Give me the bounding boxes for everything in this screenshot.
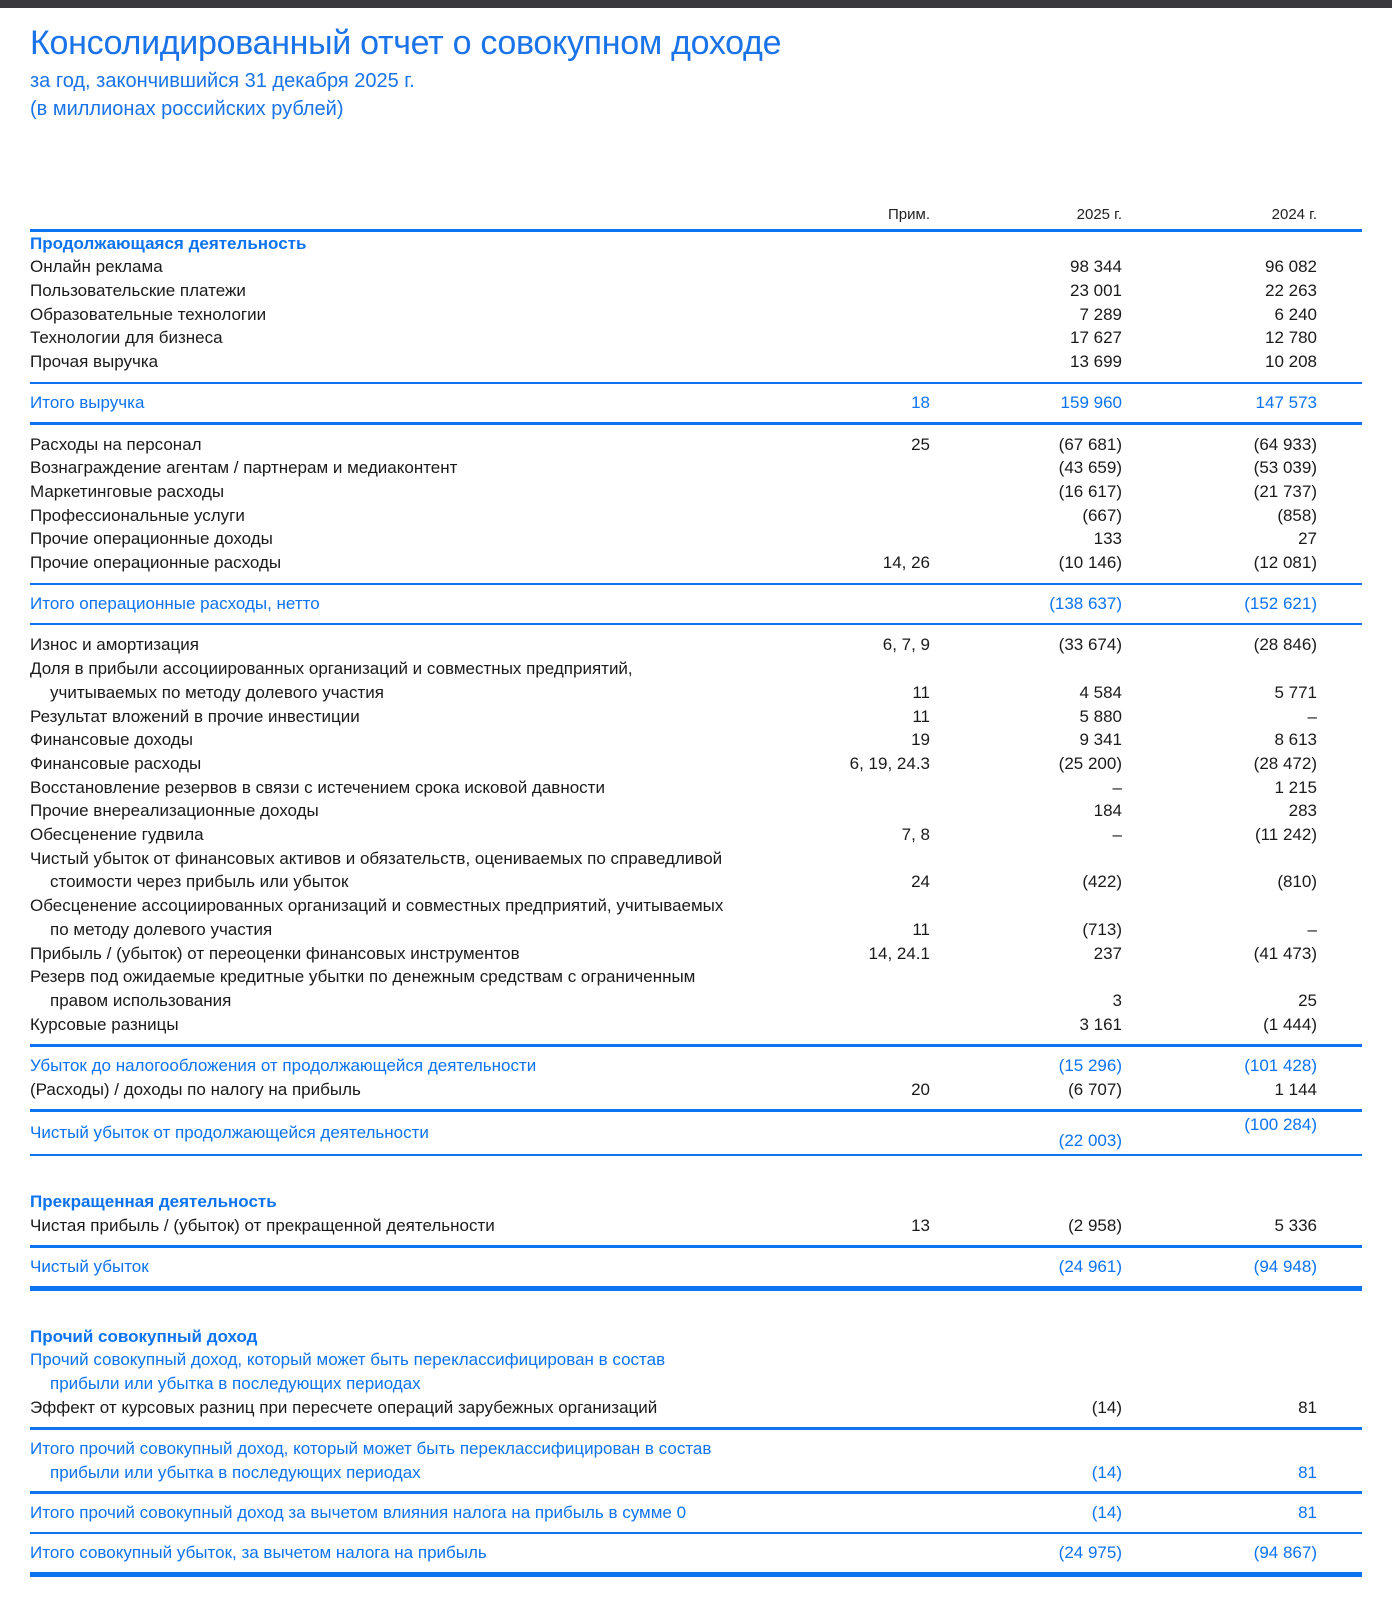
table-row (30, 633, 1362, 657)
row-label-line: Итого выручка (30, 393, 145, 413)
total-row (30, 1112, 1362, 1154)
value-2024-cell: 81 (1298, 1462, 1317, 1482)
row-label (30, 391, 810, 415)
table-row (30, 1078, 1362, 1102)
row-label-line: прибыли или убытка в последующих периодах (50, 1462, 421, 1482)
value-2025-cell: 98 344 (1070, 257, 1122, 277)
note-cell: 13 (911, 1215, 930, 1235)
divider-rule (30, 422, 1362, 425)
row-label (30, 1396, 810, 1420)
value-2024-cell: (28 472) (1253, 753, 1317, 773)
row-label-line: Профессиональные услуги (30, 505, 245, 525)
value-2024-cell: 1 215 (1274, 777, 1317, 797)
row-label (30, 527, 810, 551)
value-2025-cell: (2 958) (1068, 1215, 1122, 1235)
row-label (30, 894, 810, 941)
row-label (30, 1437, 810, 1484)
row-label (30, 657, 810, 704)
row-label-line: Прибыль / (убыток) от переоценки финансовых инструментов (30, 943, 520, 963)
row-label (30, 1541, 810, 1565)
row-label-line: Итого прочий совокупный доход за вычетом влияния налога на прибыль в сумме 0 (30, 1502, 687, 1522)
row-label-line: Прочий совокупный доход, который может быть переклассифицирован в состав (30, 1350, 666, 1370)
row-label (30, 1054, 810, 1078)
income-statement-table (30, 206, 1362, 1577)
table-row (30, 1396, 1362, 1420)
row-label-line: Эффект от курсовых разниц при пересчете операций зарубежных организаций (30, 1397, 658, 1417)
row-label (30, 799, 810, 823)
row-label (30, 433, 810, 457)
row-label-line: Чистый убыток от продолжающейся деятельности (30, 1122, 429, 1142)
row-label (30, 823, 810, 847)
row-label (30, 1078, 810, 1102)
row-label-line: Прекращенная деятельность (30, 1192, 277, 1211)
value-2025-cell: (14) (1091, 1462, 1122, 1482)
total-row (30, 384, 1362, 422)
value-2024-cell: (858) (1277, 505, 1317, 525)
value-2024-cell: (28 846) (1253, 635, 1317, 655)
row-label-line: Убыток до налогообложения от продолжающейся деятельности (30, 1055, 537, 1075)
value-2024-cell: (64 933) (1253, 434, 1317, 454)
value-2024-cell: 81 (1298, 1502, 1317, 1522)
value-2024-cell: 22 263 (1265, 281, 1317, 300)
total-row (30, 1047, 1362, 1078)
table-row (30, 894, 1362, 941)
table-row (30, 799, 1362, 823)
table-row (30, 657, 1362, 704)
row-label (30, 1013, 810, 1037)
table-row (30, 752, 1362, 776)
column-header-2024: 2024 г. (1271, 206, 1317, 224)
value-2025-cell: (25 200) (1058, 753, 1122, 773)
top-strip (0, 0, 1392, 8)
row-label (30, 752, 810, 776)
row-label-line: Резерв под ожидаемые кредитные убытки по денежным средствам с ограниченным (30, 967, 696, 987)
row-label-line: Итого совокупный убыток, за вычетом налога на прибыль (30, 1543, 487, 1563)
row-label-line: Маркетинговые расходы (30, 481, 225, 501)
value-2025-cell: 23 001 (1070, 281, 1122, 300)
table-row (30, 1214, 1362, 1238)
row-label (30, 1325, 1317, 1349)
row-label-line: стоимости через прибыль или убыток (50, 872, 349, 892)
row-label-line: Пользовательские платежи (30, 281, 246, 300)
value-2024-cell: (53 039) (1253, 458, 1317, 478)
row-label (30, 1121, 810, 1145)
row-label (30, 1214, 810, 1238)
row-label (30, 1348, 1317, 1395)
value-2024-cell: 81 (1298, 1397, 1317, 1417)
row-label-line: Износ и амортизация (30, 635, 199, 655)
value-2025-cell: (422) (1082, 872, 1122, 892)
value-2024-cell: (94 948) (1253, 1256, 1317, 1276)
value-2024-cell: (101 428) (1244, 1055, 1317, 1075)
row-label (30, 1255, 810, 1279)
value-2024-cell: (41 473) (1253, 943, 1317, 963)
value-2024-cell: – (1307, 706, 1317, 726)
note-cell: 6, 7, 9 (882, 635, 930, 655)
subtitle-period: за год, закончившийся 31 декабря 2025 г. (30, 70, 415, 93)
row-label-line: Обесценение гудвила (30, 825, 204, 845)
row-label (30, 303, 810, 327)
column-header-row (30, 206, 1362, 229)
row-label (30, 551, 810, 575)
value-2025-cell: 237 (1093, 943, 1122, 963)
table-row (30, 279, 1362, 303)
row-label-line: Прочая выручка (30, 352, 159, 372)
row-label-line: Восстановление резервов в связи с истечением срока исковой давности (30, 777, 605, 797)
table-row (30, 350, 1362, 374)
row-label (30, 776, 810, 800)
row-label-line: Результат вложений в прочие инвестиции (30, 706, 360, 726)
row-label (30, 326, 810, 350)
row-label-line: Чистый убыток от финансовых активов и обязательств, оцениваемых по справедливой (30, 848, 723, 868)
note-cell: 11 (912, 919, 930, 939)
table-row (30, 326, 1362, 350)
row-label (30, 942, 810, 966)
value-2024-cell: (1 444) (1263, 1014, 1317, 1034)
row-label-line: Чистая прибыль / (убыток) от прекращенной деятельности (30, 1215, 495, 1235)
row-label-line: прибыли или убытка в последующих периодах (50, 1374, 421, 1394)
value-2025-cell: 3 (1112, 990, 1122, 1010)
row-label (30, 279, 810, 303)
note-cell: 11 (912, 706, 930, 726)
row-label-line: учитываемых по методу долевого участия (50, 682, 384, 702)
row-label-line: Онлайн реклама (30, 257, 163, 277)
value-2024-cell: (810) (1277, 872, 1317, 892)
value-2025-cell: (67 681) (1058, 434, 1122, 454)
row-label-line: (Расходы) / доходы по налогу на прибыль (30, 1079, 361, 1099)
value-2024-cell: 27 (1298, 529, 1317, 549)
value-2025-cell: 133 (1093, 529, 1122, 549)
value-2024-cell: 5 771 (1274, 682, 1317, 702)
column-header-2025: 2025 г. (1076, 206, 1122, 224)
table-row (30, 776, 1362, 800)
value-2024-cell: 10 208 (1265, 352, 1317, 372)
row-label (30, 1501, 810, 1525)
value-2024-cell: (94 867) (1253, 1543, 1317, 1563)
row-label (30, 504, 810, 528)
value-2024-cell: (100 284) (1244, 1114, 1317, 1134)
value-2025-cell: (14) (1091, 1502, 1122, 1522)
table-row (30, 942, 1362, 966)
row-label (30, 728, 810, 752)
value-2024-cell: 12 780 (1265, 328, 1317, 348)
value-2024-cell: 8 613 (1274, 730, 1317, 750)
row-label (30, 592, 810, 616)
value-2025-cell: 159 960 (1060, 393, 1122, 413)
row-label-line: Вознаграждение агентам / партнерам и медиаконтент (30, 458, 458, 478)
value-2025-cell: 7 289 (1079, 304, 1122, 324)
row-label-line: по методу долевого участия (50, 919, 273, 939)
table-row (30, 847, 1362, 894)
row-label (30, 456, 810, 480)
total-row (30, 585, 1362, 623)
row-label-line: правом использования (50, 990, 232, 1010)
table-row (30, 303, 1362, 327)
divider-rule (30, 623, 1362, 626)
total-row (30, 1534, 1362, 1572)
value-2025-cell: (15 296) (1058, 1055, 1122, 1075)
row-label-line: Доля в прибыли ассоциированных организаций и совместных предприятий, (30, 659, 633, 679)
value-2025-cell: (22 003) (1058, 1130, 1122, 1150)
note-cell: 14, 24.1 (868, 943, 930, 963)
note-cell: 14, 26 (882, 553, 930, 573)
table-row (30, 823, 1362, 847)
value-2025-cell: 4 584 (1079, 682, 1122, 702)
row-label-line: Технологии для бизнеса (30, 328, 223, 348)
page-title: Консолидированный отчет о совокупном доходе (30, 24, 782, 62)
note-cell: 6, 19, 24.3 (849, 753, 930, 773)
row-label-line: Обесценение ассоциированных организаций и совместных предприятий, учитываемых (30, 896, 724, 916)
row-label-line: Продолжающаяся деятельность (30, 233, 307, 253)
value-2024-cell: 6 240 (1274, 304, 1317, 324)
note-cell: 11 (912, 682, 930, 702)
note-cell: 20 (911, 1079, 930, 1099)
row-label-line: Расходы на персонал (30, 434, 202, 454)
total-row (30, 1494, 1362, 1532)
value-2024-cell: 147 573 (1255, 393, 1317, 413)
total-row (30, 1248, 1362, 1286)
value-2024-cell: – (1307, 919, 1317, 939)
value-2025-cell: (24 975) (1058, 1543, 1122, 1563)
value-2024-cell: 5 336 (1274, 1215, 1317, 1235)
value-2025-cell: (14) (1091, 1397, 1122, 1417)
value-2025-cell: (16 617) (1058, 481, 1122, 501)
value-2024-cell: (152 621) (1244, 594, 1317, 614)
row-label-line: Образовательные технологии (30, 304, 267, 324)
value-2024-cell: (12 081) (1253, 553, 1317, 573)
table-row (30, 255, 1362, 279)
value-2025-cell: 9 341 (1079, 730, 1122, 750)
row-label-line: Курсовые разницы (30, 1014, 179, 1034)
subheader-row (30, 1348, 1362, 1395)
table-row (30, 551, 1362, 575)
section-header-row (30, 232, 1362, 256)
table-row (30, 965, 1362, 1012)
value-2025-cell: – (1112, 777, 1122, 797)
row-label-line: Итого прочий совокупный доход, который может быть переклассифицирован в состав (30, 1438, 712, 1458)
column-header-note: Прим. (888, 206, 930, 224)
row-label (30, 255, 810, 279)
value-2025-cell: 3 161 (1079, 1014, 1122, 1034)
row-label (30, 1190, 1317, 1214)
table-row (30, 480, 1362, 504)
section-gap (30, 1291, 1362, 1325)
row-label-line: Прочий совокупный доход (30, 1326, 258, 1346)
value-2024-cell: 96 082 (1265, 257, 1317, 277)
row-label-line: Финансовые расходы (30, 753, 202, 773)
note-cell: 19 (911, 730, 930, 750)
value-2024-cell: (21 737) (1253, 481, 1317, 501)
row-label-line: Прочие операционные расходы (30, 553, 282, 573)
value-2025-cell: (24 961) (1058, 1256, 1122, 1276)
value-2024-cell: (11 242) (1254, 825, 1317, 845)
divider-rule (30, 1572, 1362, 1577)
value-2025-cell: 5 880 (1079, 706, 1122, 726)
value-2025-cell: (33 674) (1058, 635, 1122, 655)
row-label (30, 705, 810, 729)
table-row (30, 728, 1362, 752)
table-row (30, 705, 1362, 729)
table-row (30, 527, 1362, 551)
value-2025-cell: (713) (1082, 919, 1122, 939)
row-label-line: Прочие операционные доходы (30, 529, 273, 549)
row-label-line: Прочие внереализационные доходы (30, 801, 319, 821)
table-body (30, 232, 1362, 1577)
value-2025-cell: (10 146) (1058, 553, 1122, 573)
note-cell: 7, 8 (901, 825, 930, 845)
value-2024-cell: 1 144 (1274, 1079, 1317, 1099)
subtitle-units: (в миллионах российских рублей) (30, 98, 344, 121)
row-label-line: Чистый убыток (30, 1256, 149, 1276)
value-2025-cell: 13 699 (1070, 352, 1122, 372)
table-row (30, 433, 1362, 457)
row-label (30, 965, 810, 1012)
value-2025-cell: (667) (1082, 505, 1122, 525)
value-2025-cell: 184 (1093, 801, 1122, 821)
total-row (30, 1430, 1362, 1491)
value-2025-cell: 17 627 (1070, 328, 1122, 348)
row-label (30, 633, 810, 657)
value-2024-cell: 283 (1288, 801, 1317, 821)
row-label (30, 232, 1317, 256)
value-2025-cell: (138 637) (1049, 594, 1122, 614)
row-label (30, 350, 810, 374)
section-header-row (30, 1325, 1362, 1349)
note-cell: 18 (911, 393, 930, 413)
value-2024-cell: 25 (1298, 990, 1317, 1010)
table-row (30, 1013, 1362, 1037)
row-label (30, 847, 810, 894)
section-gap (30, 1156, 1362, 1190)
row-label-line: Итого операционные расходы, нетто (30, 594, 320, 614)
note-cell: 24 (911, 872, 930, 892)
value-2025-cell: (43 659) (1058, 458, 1122, 478)
row-label-line: Финансовые доходы (30, 730, 193, 750)
document-page (0, 8, 1392, 1577)
value-2025-cell: – (1112, 825, 1122, 845)
table-row (30, 504, 1362, 528)
section-header-row (30, 1190, 1362, 1214)
value-2025-cell: (6 707) (1068, 1079, 1122, 1099)
row-label (30, 480, 810, 504)
note-cell: 25 (911, 434, 930, 454)
table-row (30, 456, 1362, 480)
